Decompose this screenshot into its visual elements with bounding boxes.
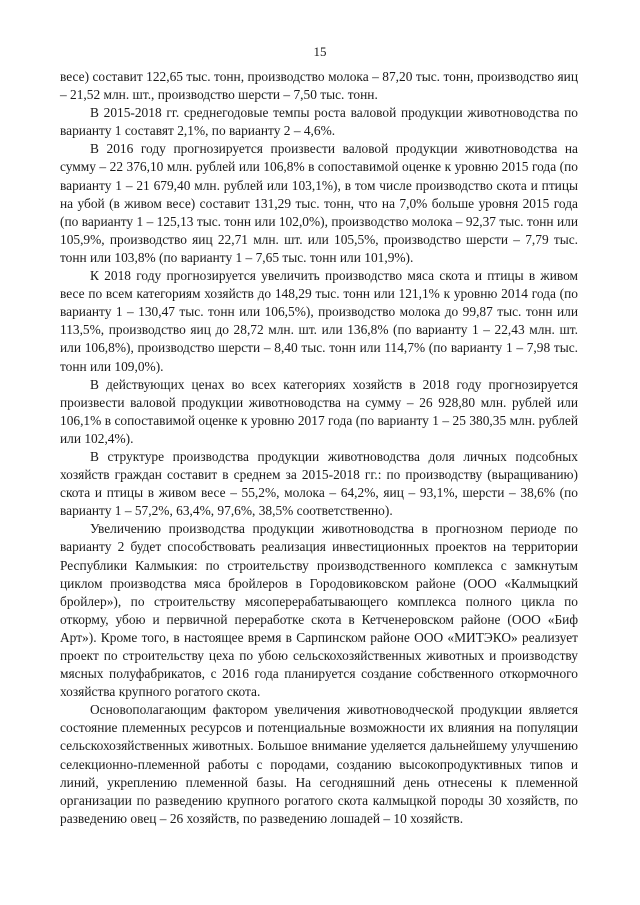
paragraph-2016-forecast: В 2016 году прогнозируется произвести валовой продукции животноводства на сумму – 22 376,10 млн. рублей или 106,8% в сопоставимой оценке к уровню 2015 года (по варианту 1 – 21 679,40 млн. рублей или 103,1%), в том числе производство скота и птицы на убой (в живом весе) составит 131,29 тыс. тонн, что на 7,0% больше уровня 2015 года (по варианту 1 – 125,13 тыс. тонн или 102,0%), производство молока – 92,37 тыс. тонн или 105,9%, производство яиц 22,71 млн. шт. или 105,5%, производство шерсти – 7,79 тыс. тонн или 103,8% (по варианту 1 – 7,65 тыс. тонн или 101,9%).	[60, 141, 578, 265]
paragraph-investment-projects: Увеличению производства продукции животноводства в прогнозном периоде по варианту 2 будет способствовать реализация инвестиционных проектов на территории Республики Калмыкия: по строительству производственного комплекса с замкнутым циклом производства мяса бройлеров в Городовиковском районе (ООО «Калмыцкий бройлер»), по строительству мясоперерабатывающего комплекса полного цикла по откорму, убою и первичной переработке скота в Кетченеровском районе (ООО «Биф Арт»). Кроме того, в настоящее время в Сарпинском районе ООО «МИТЭКО» реализует проект по строительству цеха по убою сельскохозяйственных животных и производству мясных полуфабрикатов, с 2016 года планируется создание собственного откормочного хозяйства крупного рогатого скота.	[60, 521, 578, 700]
paragraph-2018-forecast: К 2018 году прогнозируется увеличить производство мяса скота и птицы в живом весе по всем категориям хозяйств до 148,29 тыс. тонн или 121,1% к уровню 2014 года (по варианту 1 – 130,47 тыс. тонн или 106,5%), производство молока до 99,87 тыс. тонн или 113,5%, производство яиц до 28,72 млн. шт. или 136,8% (по варианту 1 – 22,43 млн. шт. или 106,8%), производство шерсти – 8,40 тыс. тонн или 114,7% (по варианту 1 – 7,98 тыс. тонн или 109,0%).	[60, 268, 578, 374]
paragraph-continuation: весе) составит 122,65 тыс. тонн, производство молока – 87,20 тыс. тонн, производство яиц – 21,52 млн. шт., производство шерсти – 7,50 тыс. тонн.	[60, 69, 578, 103]
document-body	[60, 68, 578, 828]
paragraph-growth-rates: В 2015-2018 гг. среднегодовые темпы роста валовой продукции животноводства по варианту 1 составят 2,1%, по варианту 2 – 4,6%.	[60, 105, 578, 139]
paragraph-breeding-resources: Основополагающим фактором увеличения животноводческой продукции является состояние племенных ресурсов и потенциальные возможности их влияния на популяции сельскохозяйственных животных. Большое внимание уделяется дальнейшему улучшению селекционно-племенной работы с породами, созданию высокопродуктивных типов и линий, укреплению племенной базы. На сегодняшний день отнесены к племенной организации по разведению крупного рогатого скота калмыцкой породы 30 хозяйств, по разведению овец – 26 хозяйств, по разведению лошадей – 10 хозяйств.	[60, 702, 578, 826]
page-number: 15	[313, 44, 327, 59]
paragraph-household-share: В структуре производства продукции животноводства доля личных подсобных хозяйств граждан составит в среднем за 2015-2018 гг.: по производству (выращиванию) скота и птицы в живом весе – 55,2%, молока – 64,2%, яиц – 93,1%, шерсти – 38,6% (по варианту 1 – 57,2%, 63,4%, 97,6%, 38,5% соответственно).	[60, 448, 578, 519]
paragraph-current-prices: В действующих ценах во всех категориях хозяйств в 2018 году прогнозируется произвести валовой продукции животноводства на сумму – 26 928,80 млн. рублей или 106,1% в сопоставимой оценке к уровню 2017 года (по варианту 1 – 25 380,35 млн. рублей или 102,4%).	[60, 376, 578, 446]
